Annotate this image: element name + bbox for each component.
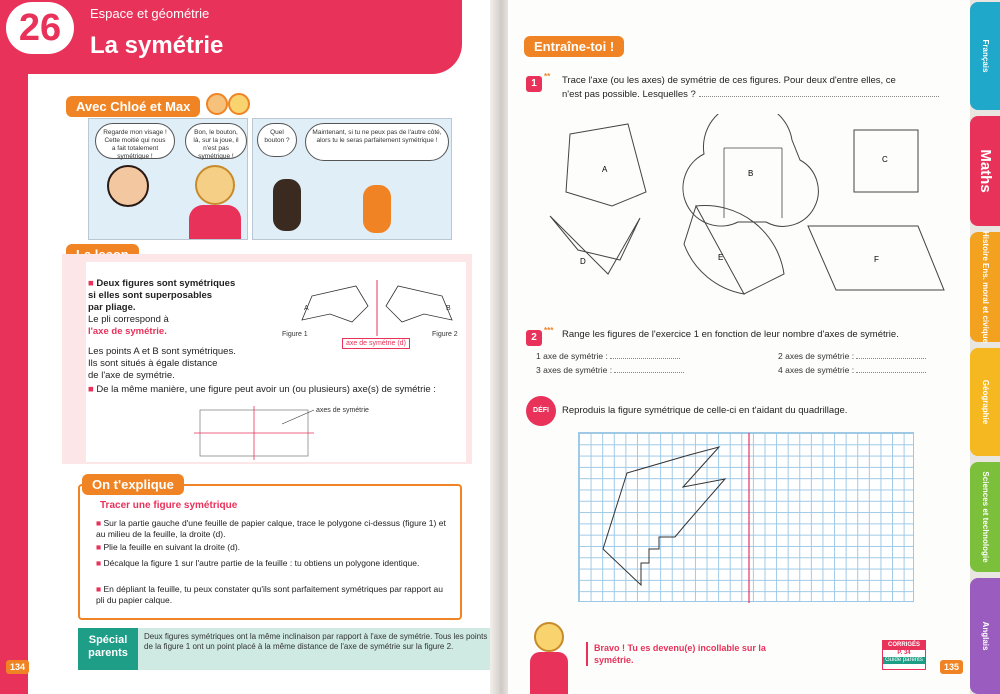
left-color-stripe [0, 0, 28, 694]
tab-francais[interactable] [970, 2, 1000, 110]
parents-box [78, 628, 492, 670]
left-page [0, 0, 492, 694]
character-heads-icon [206, 93, 254, 115]
corriges-guide: Guide parents [883, 657, 925, 664]
exercise-1-line-1: Trace l'axe (ou les axes) de symétrie de ces figures. Pour deux d'entre elles, ce [562, 75, 896, 86]
answer-line-1[interactable] [699, 88, 939, 97]
speech-bubble-2: Bon, le bouton, là, sur la joue, il n'est pas symétrique ! [185, 123, 247, 159]
exercise-1-stars: ** [544, 72, 551, 81]
lesson-points [88, 346, 236, 382]
speech-bubble-1: Regarde mon visage ! Cette moitié qui nous a fait totalement symétrique ! [95, 123, 175, 159]
defi-badge: DÉFI [526, 396, 556, 426]
axis-label: axe de symétrie (d) [342, 338, 410, 349]
point-b-label: B [446, 305, 451, 312]
answer-1-label: 1 axe de symétrie : [536, 351, 608, 361]
exercise-1-figures [548, 114, 948, 304]
explanation-item-1-text: Sur la partie gauche d'une feuille de papier calque, trace le polygone ci-dessus (figure 1) et au milieu de la feuille, la droite (d). [96, 518, 446, 539]
comic-panel-1 [88, 118, 248, 240]
explanation-item-4-text: En dépliant la feuille, tu peux constater qu'ils sont parfaitement symétriques par rapport au pli du papier calque. [96, 584, 443, 605]
figure-e-label: E [718, 253, 724, 262]
exercise-2-text: Range les figures de l'exercice 1 en fonction de leur nombre d'axes de symétrie. [562, 329, 899, 340]
book-gutter [490, 0, 510, 694]
grid-polygon [603, 447, 725, 585]
parents-tag: Spécial parents [78, 628, 138, 670]
corriges-page: P. 34 [897, 650, 911, 656]
tab-anglais-label: Anglais [981, 621, 990, 651]
answer-3-label: 3 axes de symétrie : [536, 365, 613, 375]
comic-strip [52, 118, 492, 240]
figure-d-label: D [580, 257, 586, 266]
tab-francais-label: Français [981, 39, 990, 73]
point-a-label: A [304, 305, 309, 312]
def-line-5: l'axe de symétrie. [88, 326, 167, 337]
chapter-number-badge: 26 [6, 2, 74, 54]
answer-3-input[interactable] [614, 364, 684, 373]
answer-2-axes [778, 350, 926, 361]
tab-geographie-label: Géographie [981, 379, 990, 425]
tab-sciences-label: Sciences et technologie [981, 471, 990, 563]
tab-histoire[interactable] [970, 232, 1000, 342]
def-line-3: par pliage. [88, 302, 136, 313]
page-title: La symétrie [90, 32, 224, 59]
speech-bubble-4: Maintenant, si tu ne peux pas de l'autre côté, alors tu le seras parfaitement symétrique ! [305, 123, 449, 161]
tab-maths-label: Maths [977, 149, 994, 193]
max-figure [195, 165, 235, 205]
answer-3-axes [536, 364, 684, 375]
exercise-3-text: Reproduis la figure symétrique de celle-ci en t'aidant du quadrillage. [562, 405, 848, 416]
points-line-3: de l'axe de symétrie. [88, 370, 175, 381]
answer-1-axis [536, 350, 680, 361]
exercise-1-number: 1 [526, 76, 542, 92]
figure-a-label: A [602, 165, 608, 174]
explanation-item-2: ■ Plie la feuille en suivant la droite (d). [96, 542, 241, 552]
lesson-box [62, 254, 472, 464]
intro-tag: Avec Chloé et Max [66, 96, 200, 117]
lesson-definition: ■ Deux figures sont symétriques si elles sont superposables par pliage. Le pli correspond à l'axe de symétrie. [88, 278, 236, 337]
lesson-more: ■ De la même manière, une figure peut avoir un (ou plusieurs) axe(s) de symétrie : [88, 384, 436, 395]
exercise-1-text [562, 74, 962, 102]
figure-d-shape [550, 216, 640, 274]
explanation-item-2-text: Plie la feuille en suivant la droite (d). [103, 542, 241, 552]
explain-tag: On t'explique [82, 474, 184, 495]
answer-2-input[interactable] [856, 350, 926, 359]
corriges-label: CORRIGÉS [883, 641, 925, 650]
chloe-small-figure [273, 179, 301, 231]
parents-text: Deux figures symétriques ont la même inclinaison par rapport à l'axe de symétrie. Tous les points de la figure 1 ont un point placé à la même distance de l'axe de symétrie sur la figure 2. [144, 632, 488, 651]
tab-geographie[interactable] [970, 348, 1000, 456]
rectangle-axes-diagram [192, 404, 372, 460]
points-line-1: Les points A et B sont symétriques. [88, 346, 236, 357]
page-number-left: 134 [6, 660, 29, 674]
pointer-line [282, 410, 314, 424]
chloe-figure [107, 165, 149, 207]
explanation-item-3-text: Décalque la figure 1 sur l'autre partie de la feuille : tu obtiens un polygone identique. [103, 558, 420, 568]
exercise-2-number: 2 [526, 330, 542, 346]
figure-f-label: F [874, 255, 879, 264]
answer-4-axes [778, 364, 926, 375]
explanation-item-3: ■ Décalque la figure 1 sur l'autre partie de la feuille : tu obtiens un polygone identique. [96, 558, 420, 568]
def-line-1: Deux figures sont symétriques [96, 278, 236, 289]
max-body [189, 205, 241, 240]
comic-panel-2 [252, 118, 452, 240]
def-line-2: si elles sont superposables [88, 290, 213, 301]
drawing-grid[interactable] [578, 432, 914, 602]
figure-b-label: B [748, 169, 754, 178]
figure-c-label: C [882, 155, 888, 164]
answer-2-label: 2 axes de symétrie : [778, 351, 855, 361]
explanation-title: Tracer une figure symétrique [100, 500, 238, 511]
tab-maths[interactable] [970, 116, 1000, 226]
speech-bubble-3: Quel bouton ? [257, 123, 297, 157]
max-small-figure [363, 185, 391, 233]
tab-anglais[interactable] [970, 578, 1000, 694]
lesson-content [86, 262, 466, 462]
practice-tag: Entraîne-toi ! [524, 36, 624, 57]
polygon-figure-2 [386, 286, 452, 322]
more-text: De la même manière, une figure peut avoir un (ou plusieurs) axe(s) de symétrie : [96, 384, 436, 395]
points-line-2: Ils sont situés à égale distance [88, 358, 218, 369]
explanation-item-1: ■ Sur la partie gauche d'une feuille de papier calque, trace le polygone ci-dessus (figure 1) et au milieu de la feuille, la droite (d). [96, 518, 446, 539]
page-number-right: 135 [940, 660, 963, 674]
subject-tabs [970, 0, 1000, 694]
tab-histoire-label: Histoire Ens. moral et civique [981, 230, 990, 344]
section-label: Espace et géométrie [90, 6, 210, 21]
figure-1-label: Figure 1 [282, 331, 308, 338]
tab-sciences[interactable] [970, 462, 1000, 572]
figure-2-label: Figure 2 [432, 331, 458, 338]
answer-1-input[interactable] [610, 350, 680, 359]
exercise-1-line-2: n'est pas possible. Lesquelles ? [562, 89, 696, 100]
explanation-box [78, 484, 462, 620]
max-character [526, 622, 572, 694]
polygon-figure-1 [302, 286, 368, 322]
answer-4-label: 4 axes de symétrie : [778, 365, 855, 375]
corriges-badge [882, 640, 926, 670]
def-line-4: Le pli correspond à [88, 314, 169, 325]
bravo-bubble: Bravo ! Tu es devenu(e) incollable sur la symétrie. [586, 642, 776, 666]
grid-figure [579, 433, 915, 603]
answer-4-input[interactable] [856, 364, 926, 373]
explanation-item-4: ■ En dépliant la feuille, tu peux constater qu'ils sont parfaitement symétriques par rapport au pli du papier calque. [96, 584, 443, 605]
exercise-2-stars: *** [544, 326, 554, 335]
axes-label: axes de symétrie [316, 407, 369, 414]
